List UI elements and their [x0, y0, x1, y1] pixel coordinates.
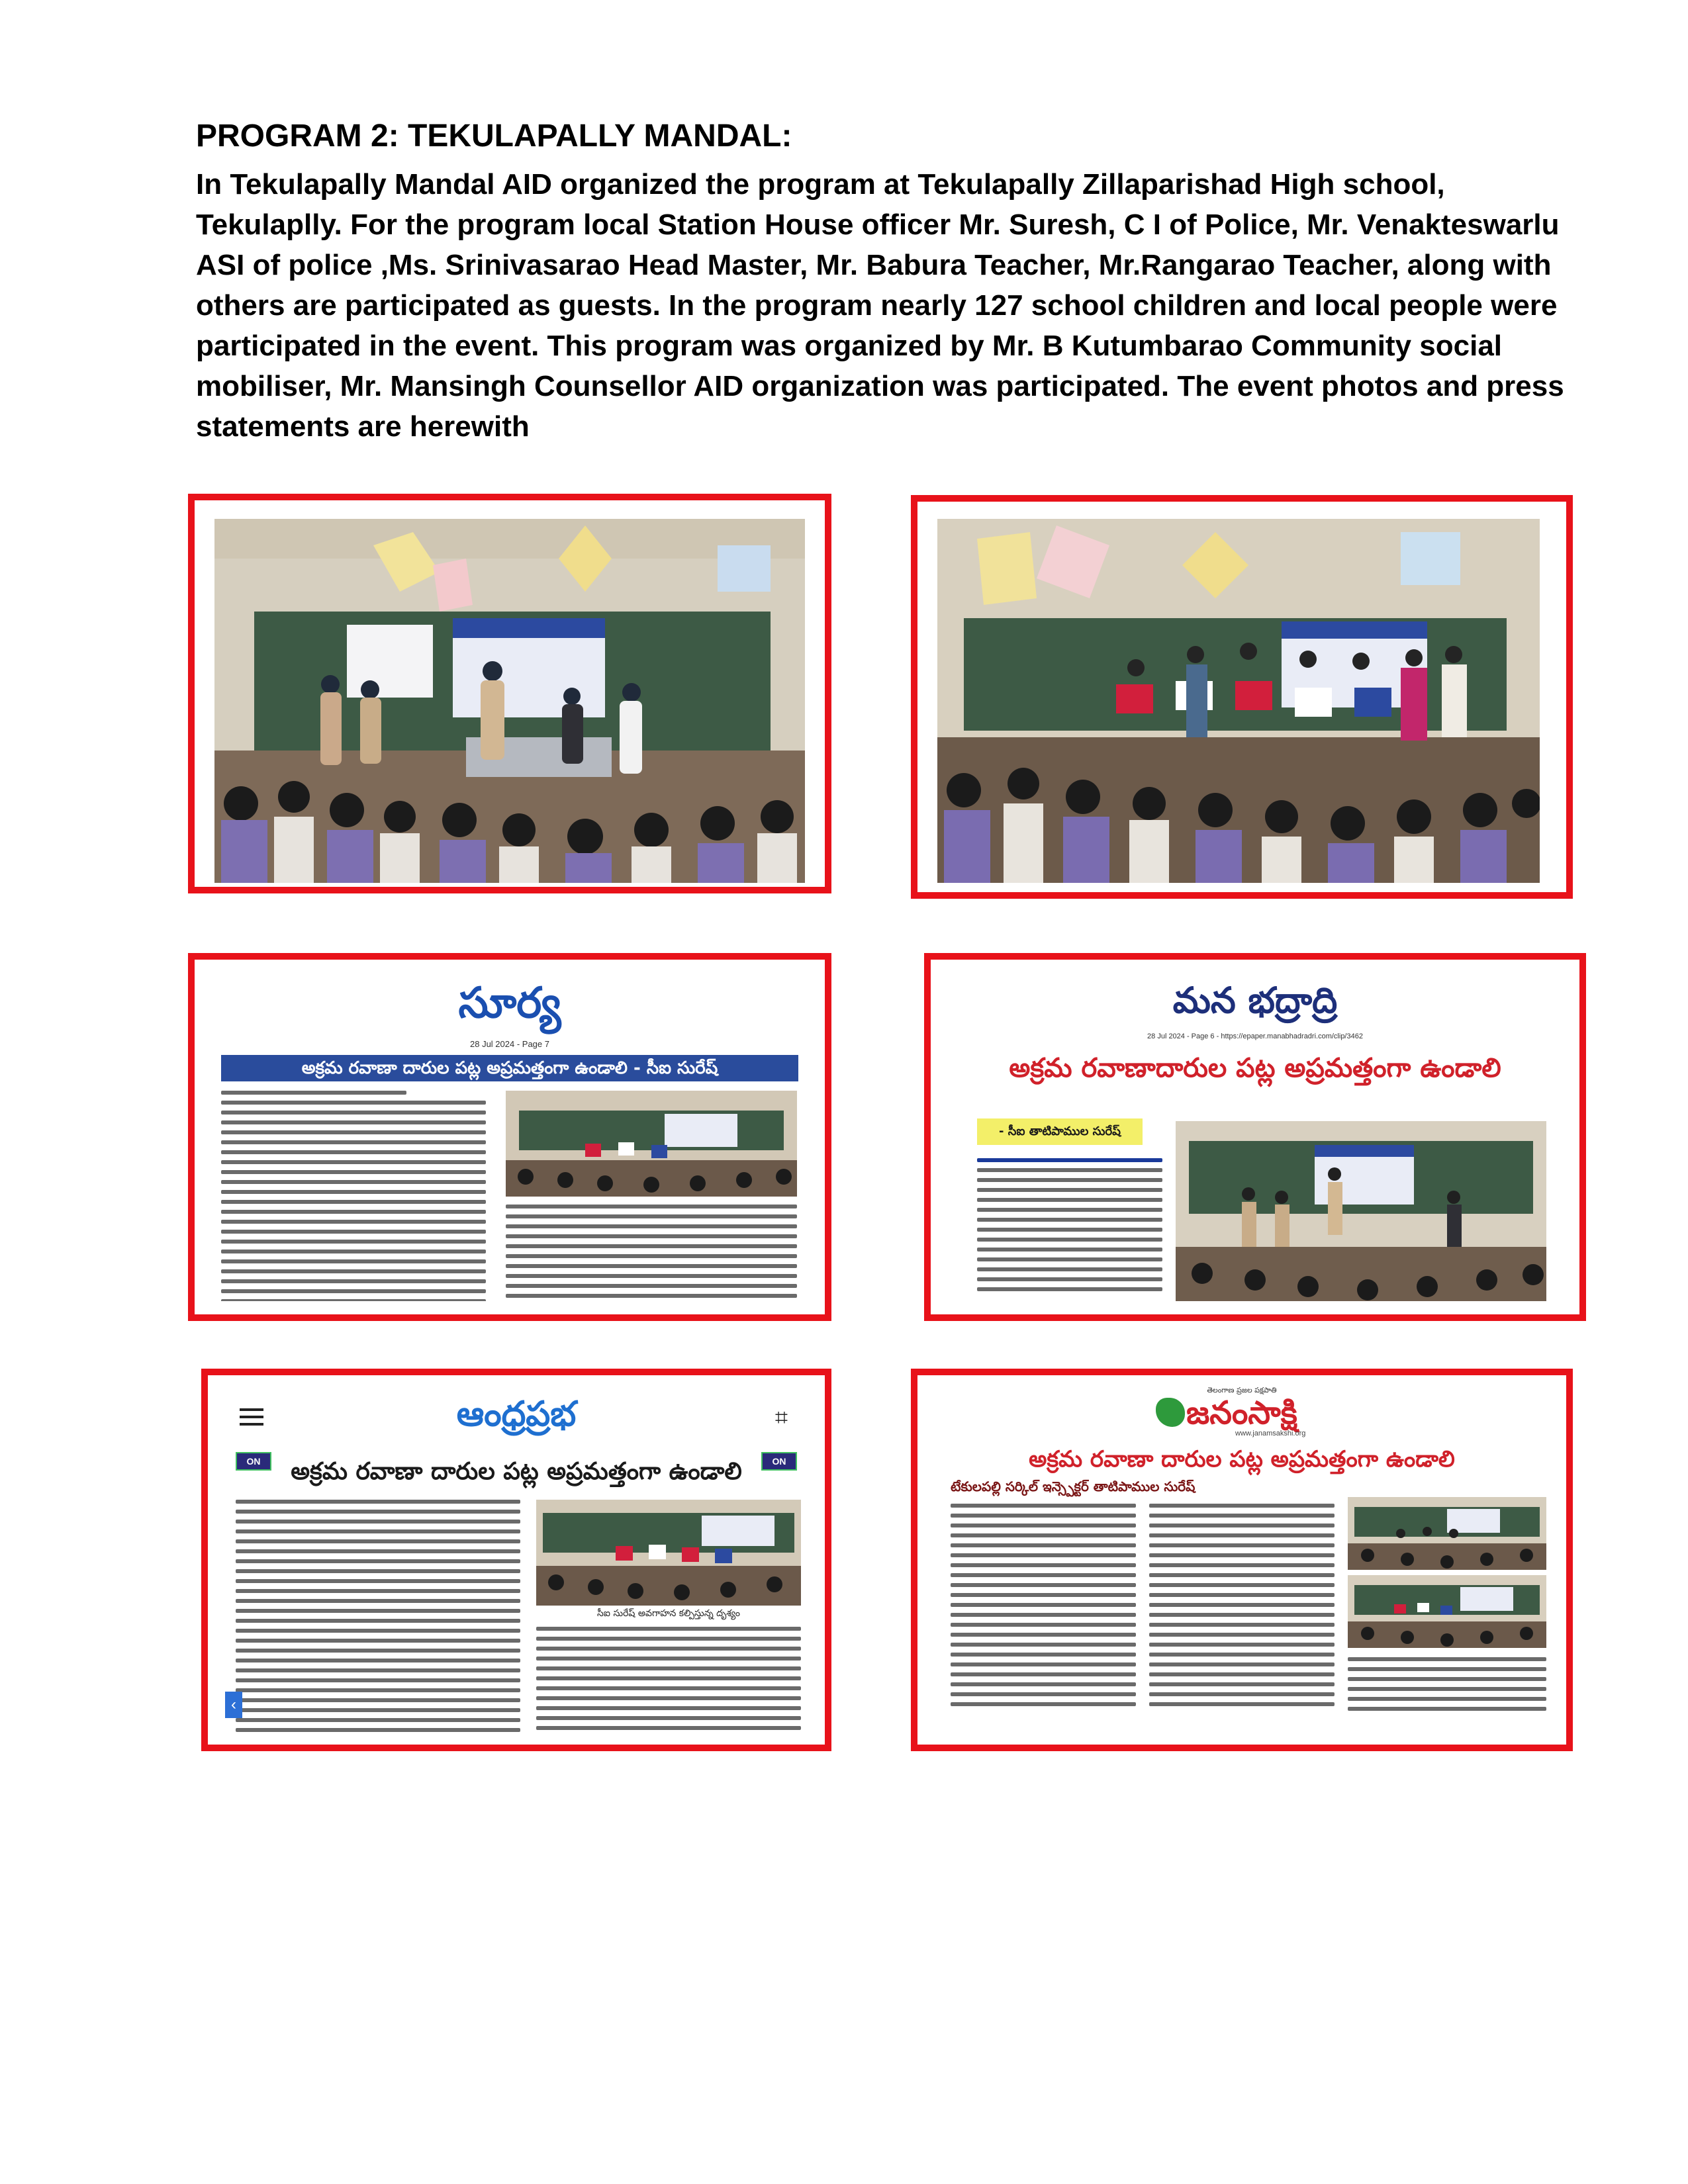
- janam-sakshi-tagline: తెలంగాణ ప్రజల పక్షపాతి: [1207, 1386, 1277, 1394]
- mana-bhadradri-masthead: మన భద్రాద్రి: [1172, 979, 1338, 1021]
- surya-masthead: సూర్య: [458, 979, 561, 1028]
- photo-frame-1: [188, 494, 831, 893]
- on-badge-right: ON: [761, 1452, 797, 1471]
- janam-sakshi-masthead: జనంసాక్షి: [1186, 1394, 1297, 1432]
- andhra-prabha-headline: అక్రమ రవాణా దారుల పట్ల అప్రమత్తంగా ఉండాలి: [291, 1458, 742, 1485]
- page-heading: PROGRAM 2: TEKULAPALLY MANDAL:: [196, 118, 792, 154]
- scroll-back-button[interactable]: ‹: [225, 1692, 242, 1718]
- event-photo-poster-release: [937, 519, 1540, 883]
- surya-edition: 28 Jul 2024 - Page 7: [470, 1039, 549, 1049]
- andhra-prabha-clip-photo: [536, 1500, 801, 1606]
- andhra-prabha-text-column-2: [536, 1627, 801, 1733]
- crop-icon: ⌗: [774, 1404, 788, 1431]
- mana-bhadradri-headline: అక్రమ రవాణాదారుల పట్ల అప్రమత్తంగా ఉండాలి: [1009, 1053, 1501, 1083]
- mana-bhadradri-edition: 28 Jul 2024 - Page 6 - https://epaper.manabhadradri.com/clip/3462: [1147, 1032, 1363, 1040]
- surya-text-column-2: [506, 1205, 797, 1301]
- janam-sakshi-subhead: టేకులపల్లి సర్కిల్ ఇన్స్పెక్టర్ తాటిపాముల సురేష్: [951, 1479, 1196, 1494]
- mana-bhadradri-subhead: - సీఐ తాటిపాముల సురేష్: [977, 1118, 1143, 1145]
- andhra-prabha-text-column-1: [236, 1500, 520, 1733]
- surya-headline: అక్రమ రవాణా దారుల పట్ల అప్రమత్తంగా ఉండాలి - సీఐ సురేష్: [221, 1055, 798, 1081]
- press-clipping-andhra-prabha: [201, 1369, 831, 1751]
- photo-frame-2: [911, 495, 1573, 899]
- janam-sakshi-headline: అక్రమ రవాణా దారుల పట్ల అప్రమత్తంగా ఉండాలి: [1029, 1446, 1455, 1473]
- janam-sakshi-clip-photo-1: [1348, 1497, 1546, 1570]
- surya-clip-photo: [506, 1091, 797, 1197]
- event-photo-guests-address: [214, 519, 805, 883]
- janam-sakshi-text-column-3: [1348, 1657, 1546, 1717]
- andhra-prabha-photo-caption: సీఐ సురేష్ అవగాహన కల్పిస్తున్న దృశ్యం: [596, 1608, 740, 1619]
- janam-sakshi-website: www.janamsakshi.org: [1235, 1430, 1306, 1437]
- on-badge-left: ON: [236, 1452, 271, 1471]
- press-clipping-janam-sakshi: [911, 1369, 1573, 1751]
- press-clipping-surya: [188, 953, 831, 1321]
- mana-bhadradri-clip-photo: [1176, 1121, 1546, 1301]
- mana-bhadradri-text-column: [977, 1158, 1162, 1297]
- press-clipping-mana-bhadradri: [924, 953, 1586, 1321]
- janam-sakshi-text-column-1: [951, 1504, 1136, 1712]
- janam-sakshi-clip-photo-2: [1348, 1575, 1546, 1648]
- andhra-prabha-masthead: ఆంధ్రప్రభ: [456, 1394, 577, 1434]
- janam-sakshi-text-column-2: [1149, 1504, 1335, 1712]
- surya-text-column-1: [221, 1091, 486, 1301]
- program-description: In Tekulapally Mandal AID organized the program at Tekulapally Zillaparishad High school, Tekulaplly. For the program local Station House officer Mr. Suresh, C I of Police, Mr. Venakteswarlu ASI of police ,Ms. Srinivasarao Head Master, Mr. Babura Teacher, Mr.Rangarao Teacher, along with others are participated as guests. In the program nearly 127 school children and local people were participated in the event. This program was organized by Mr. B Kutumbarao Community social mobiliser, Mr. Mansingh Counsellor AID organization was participated. The event photos and press statements are herewith: [196, 168, 1564, 443]
